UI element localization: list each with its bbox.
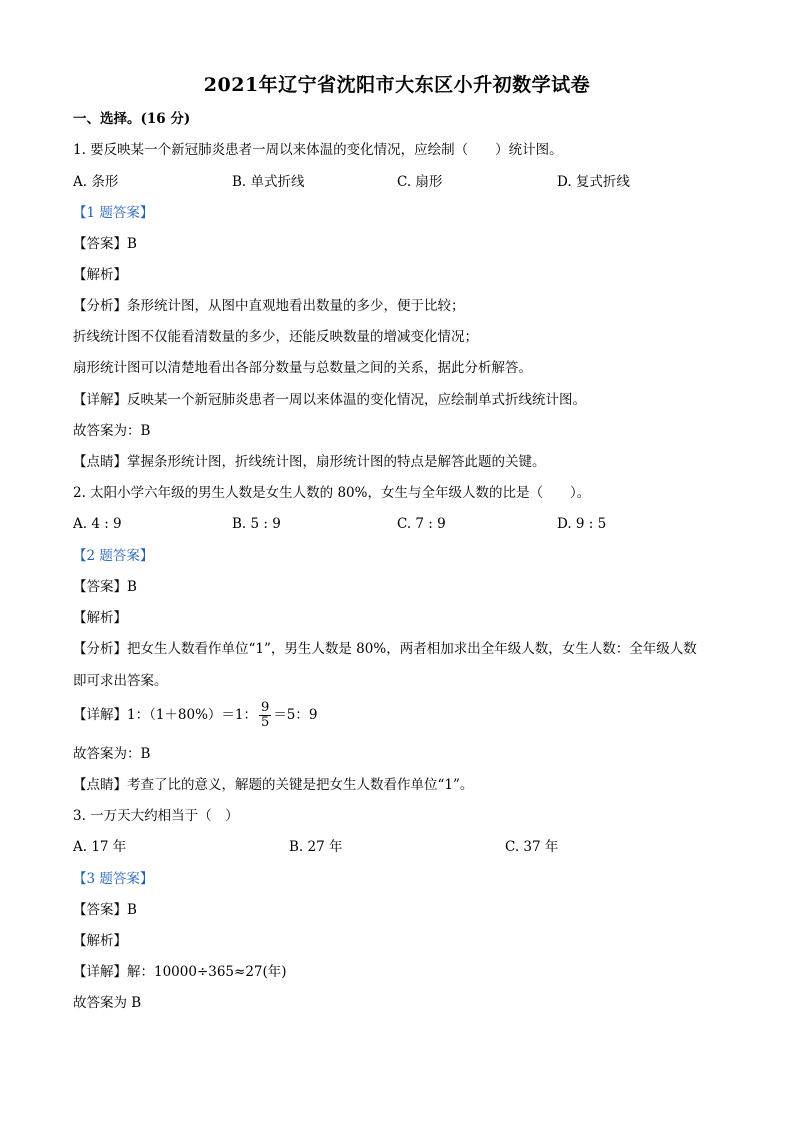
- q1-answer: 【答案】B: [73, 236, 137, 252]
- q3-answer: 【答案】B: [73, 902, 137, 918]
- q1-option-b: B. 单式折线: [232, 174, 305, 190]
- q3-jiexi: 【解析】: [73, 933, 127, 949]
- q2-analysis-2: 即可求出答案。: [73, 673, 168, 689]
- q3-detail: [73, 963, 287, 981]
- q1-analysis-tag: 【分析】: [73, 298, 127, 314]
- q1-detail: [73, 391, 586, 409]
- q1-stem: 1. 要反映某一个新冠肺炎患者一周以来体温的变化情况，应绘制（ ）统计图。: [73, 142, 563, 158]
- q3-option-a: A. 17 年: [73, 839, 127, 855]
- q1-analysis-text-1: 条形统计图，从图中直观地看出数量的多少，便于比较；: [127, 298, 465, 314]
- q1-jiexi: 【解析】: [73, 267, 127, 283]
- q2-fraction: [259, 701, 271, 730]
- q1-option-a: A. 条形: [73, 174, 119, 190]
- q2-detail-post: ＝5：9: [273, 707, 318, 723]
- q2-answer-heading: 【2 题答案】: [73, 548, 154, 564]
- q1-option-c: C. 扇形: [397, 174, 443, 190]
- q1-detail-tag: 【详解】: [73, 392, 127, 408]
- q3-conclusion: 故答案为 B: [73, 995, 142, 1011]
- q1-point-text: 掌握条形统计图，折线统计图，扇形统计图的特点是解答此题的关键。: [127, 454, 546, 470]
- q2-conclusion: 故答案为：B: [73, 746, 151, 762]
- section-heading: 一、选择。(16 分): [73, 111, 191, 127]
- q2-analysis-tag: 【分析】: [73, 641, 127, 657]
- q3-answer-heading: 【3 题答案】: [73, 871, 154, 887]
- q2-stem: 2. 太阳小学六年级的男生人数是女生人数的 80%，女生与全年级人数的比是（ ）。: [73, 485, 591, 501]
- page-title: 2021年辽宁省沈阳市大东区小升初数学试卷: [203, 74, 591, 96]
- q2-option-a: A. 4 : 9: [73, 516, 122, 532]
- q2-answer: 【答案】B: [73, 579, 137, 595]
- q3-option-b: B. 27 年: [289, 839, 343, 855]
- q2-analysis-text-1: 把女生人数看作单位“1”，男生人数是 80%，两者相加求出全年级人数，女生人数：全年级人数: [127, 641, 697, 657]
- q3-detail-tag: 【详解】: [73, 964, 127, 980]
- q2-jiexi: 【解析】: [73, 610, 127, 626]
- q2-detail-pre: 1：（1＋80%）＝1：: [127, 707, 258, 723]
- q1-analysis-1: [73, 297, 465, 315]
- q2-option-c: C. 7 : 9: [397, 516, 446, 532]
- q1-conclusion: 故答案为：B: [73, 423, 151, 439]
- q1-detail-text: 反映某一个新冠肺炎患者一周以来体温的变化情况，应绘制单式折线统计图。: [127, 392, 586, 408]
- q2-fraction-numerator: 9: [261, 700, 270, 715]
- q2-fraction-denominator: 5: [261, 715, 270, 730]
- q3-option-c: C. 37 年: [505, 839, 559, 855]
- q1-point: [73, 453, 546, 471]
- q2-option-d: D. 9 : 5: [557, 516, 607, 532]
- q2-detail: [73, 700, 318, 730]
- q2-analysis-1: [73, 640, 697, 658]
- q2-point-tag: 【点睛】: [73, 777, 127, 793]
- q1-point-tag: 【点睛】: [73, 454, 127, 470]
- q2-point: [73, 776, 473, 794]
- q1-answer-heading: 【1 题答案】: [73, 205, 154, 221]
- q2-point-text: 考查了比的意义，解题的关键是把女生人数看作单位“1”。: [127, 777, 474, 793]
- q3-stem: 3. 一万天大约相当于（ ）: [73, 808, 239, 824]
- q2-option-b: B. 5 : 9: [232, 516, 281, 532]
- q1-analysis-3: 扇形统计图可以清楚地看出各部分数量与总数量之间的关系，据此分析解答。: [73, 360, 532, 376]
- q2-detail-tag: 【详解】: [73, 707, 127, 723]
- q1-option-d: D. 复式折线: [557, 174, 630, 190]
- q3-detail-text: 解：10000÷365≈27(年): [127, 964, 287, 980]
- q1-analysis-2: 折线统计图不仅能看清数量的多少，还能反映数量的增减变化情况；: [73, 329, 478, 345]
